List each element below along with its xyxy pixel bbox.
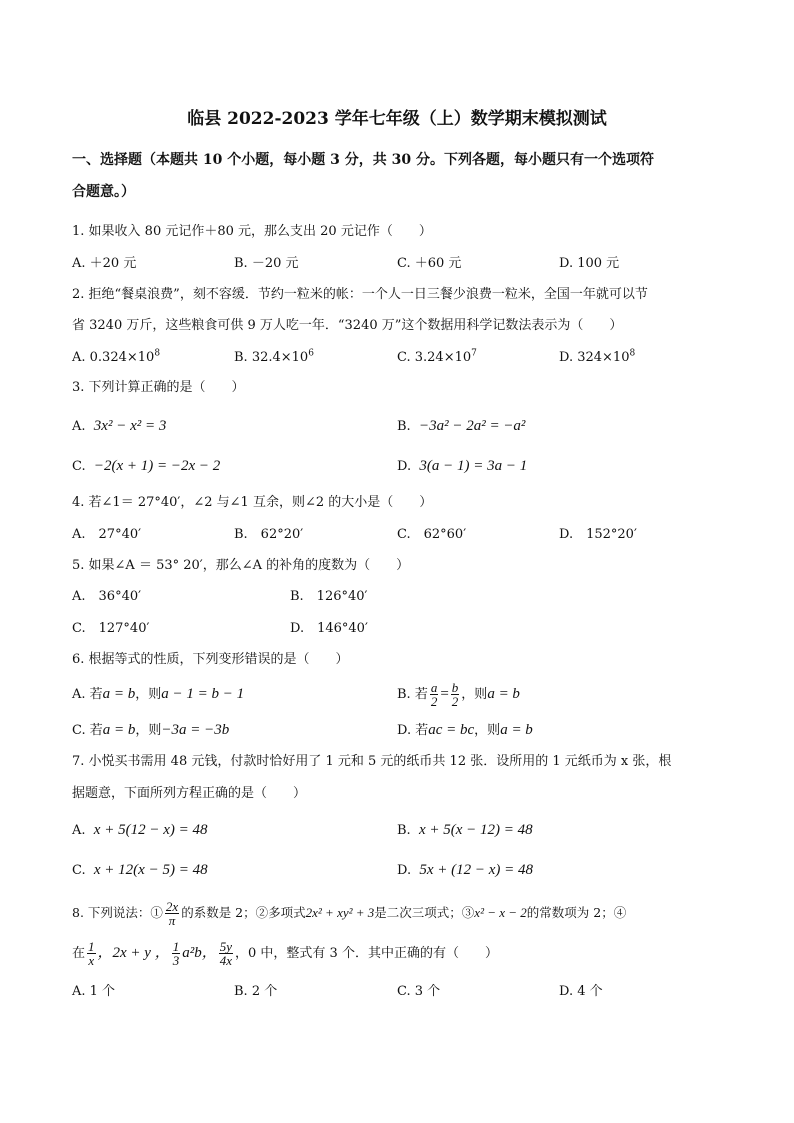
q7-option-c: C. x + 12(x − 5) = 48 (72, 862, 208, 878)
question-8-stem-line2: 在 $\frac{1}{x}$ ，2x + y ， $\frac{1}{3}$ a²b， $\frac{5y}{4x}$ ，0 中，整式有 3 个．其中正确的有（ ） (72, 939, 498, 968)
q6-option-c: C. 若a = b，则−3a = −3b (72, 722, 230, 738)
q1-option-a: A. ＋20 元 (72, 256, 137, 271)
question-1-stem: 1. 如果收入 80 元记作＋80 元，那么支出 20 元记作（ ） (72, 224, 432, 239)
section-heading-line1: 一、选择题（本题共 10 个小题，每小题 3 分，共 30 分。下列各题，每小题只有一个选项符 (72, 152, 654, 168)
question-7-stem-line1: 7. 小悦买书需用 48 元钱，付款时恰好用了 1 元和 5 元的纸币共 12 张．设所用的 1 元纸币为 x 张，根 (72, 754, 672, 769)
q3-option-a: A. 3x² − x² = 3 (72, 418, 167, 434)
q8-option-b: B. 2 个 (234, 984, 278, 999)
q8-option-d: D. 4 个 (559, 984, 603, 999)
question-8-stem-line1: 8. 下列说法：① $\frac{2x}{\pi}$ 的系数是 2；②多项式2x² + xy² + 3是二次三项式；③x² − x − 2的常数项为 2；④ (72, 899, 627, 928)
q2-option-d: D. $324\times 10^8$ (559, 348, 636, 365)
q5-option-b: B. 126°40′ (290, 589, 368, 604)
q7-option-d: D. 5x + (12 − x) = 48 (397, 862, 534, 878)
q3-option-d: D. 3(a − 1) = 3a − 1 (397, 458, 528, 474)
q1-option-d: D. 100 元 (559, 256, 620, 271)
q6-option-a: A. 若a = b，则a − 1 = b − 1 (72, 686, 245, 702)
q8-option-a: A. 1 个 (72, 984, 116, 999)
q5-option-d: D. 146°40′ (290, 621, 368, 636)
q4-option-d: D. 152°20′ (559, 527, 637, 542)
q7-option-b: B. x + 5(x − 12) = 48 (397, 822, 533, 838)
question-6-stem: 6. 根据等式的性质，下列变形错误的是（ ） (72, 652, 349, 667)
question-2-stem-line1: 2. 拒绝“餐桌浪费”，刻不容缓．节约一粒米的帐：一个人一日三餐少浪费一粒米，全国一年就可以节 (72, 287, 648, 302)
question-7-stem-line2: 据题意，下面所列方程正确的是（ ） (72, 786, 307, 801)
q4-option-a: A. 27°40′ (72, 527, 142, 542)
q3-option-c: C. −2(x + 1) = −2x − 2 (72, 458, 221, 474)
page-title: 临县 2022-2023 学年七年级（上）数学期末模拟测试 (187, 109, 607, 129)
question-5-stem: 5. 如果∠A ＝ 53° 20′，那么∠A 的补角的度数为（ ） (72, 558, 410, 573)
q5-option-a: A. 36°40′ (72, 589, 142, 604)
q6-option-b: B. 若 $\frac{a}{2}$ = $\frac{b}{2}$ ，则a = b (397, 680, 520, 709)
q6-option-d: D. 若ac = bc，则a = b (397, 722, 533, 738)
q2-option-a: A. $0.324\times 10^8$ (72, 348, 161, 365)
question-3-stem: 3. 下列计算正确的是（ ） (72, 380, 245, 395)
q2-option-b: B. $32.4\times 10^6$ (234, 348, 314, 365)
q1-option-c: C. ＋60 元 (397, 256, 462, 271)
q4-option-b: B. 62°20′ (234, 527, 304, 542)
q8-option-c: C. 3 个 (397, 984, 441, 999)
section-heading-line2: 合题意。） (72, 184, 135, 200)
q2-option-c: C. $3.24\times 10^7$ (397, 348, 477, 365)
q1-option-b: B. －20 元 (234, 256, 299, 271)
q4-option-c: C. 62°60′ (397, 527, 467, 542)
q7-option-a: A. x + 5(12 − x) = 48 (72, 822, 208, 838)
q5-option-c: C. 127°40′ (72, 621, 150, 636)
question-2-stem-line2: 省 3240 万斤，这些粮食可供 9 万人吃一年．“3240 万”这个数据用科学记数法表示为（ ） (72, 318, 623, 333)
question-4-stem: 4. 若∠1＝ 27°40′，∠2 与∠1 互余，则∠2 的大小是（ ） (72, 495, 433, 510)
q3-option-b: B. −3a² − 2a² = −a² (397, 418, 526, 434)
